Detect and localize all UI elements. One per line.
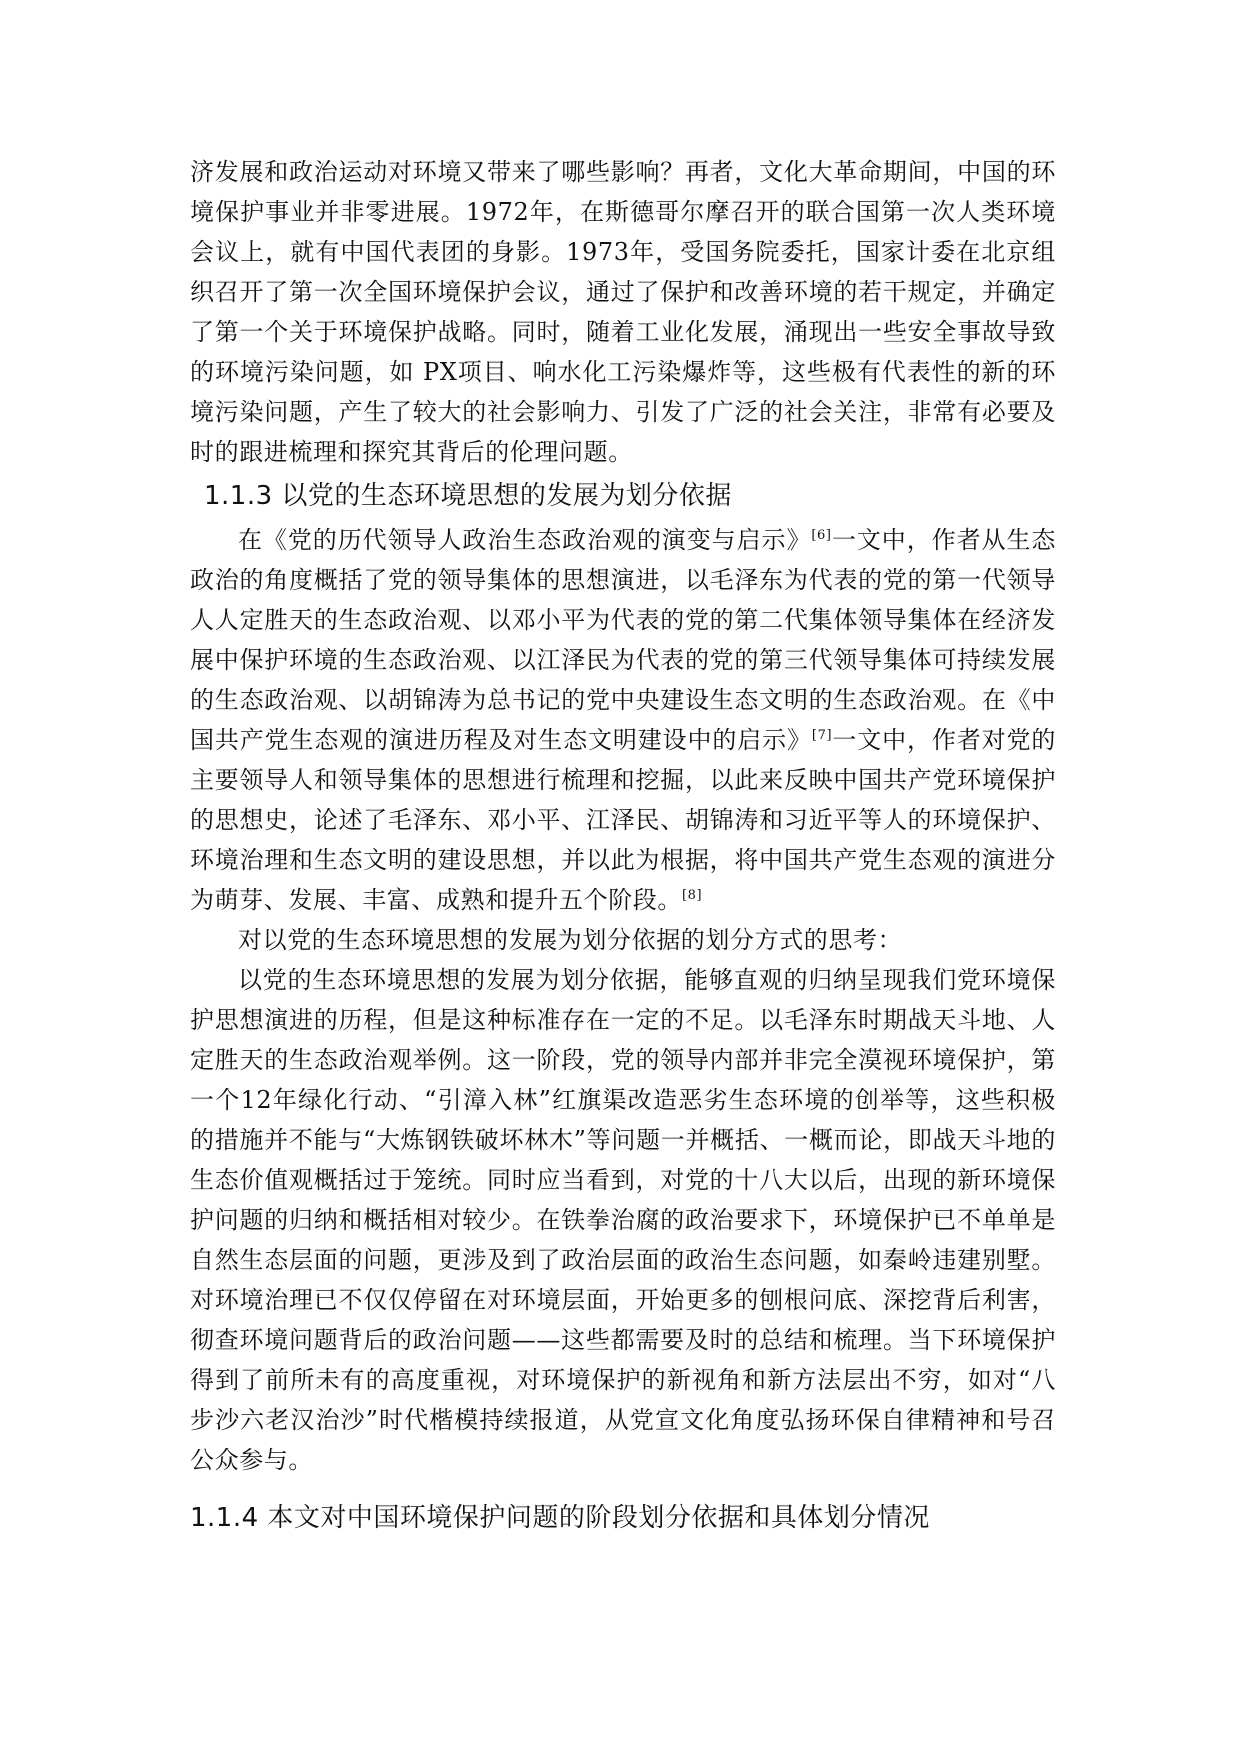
paragraph-reflection-body: 以党的生态环境思想的发展为划分依据，能够直观的归纳呈现我们党环境保护思想演进的历程，但是这种标准存在一定的不足。以毛泽东时期战天斗地、人定胜天的生态政治观举例。这一阶段，党的领导内部并非完全漠视环境保护，第一个12年绿化行动、“引漳入林”红旗渠改造恶劣生态环境的创举等，这些积极的措施并不能与“大炼钢铁破坏林木”等问题一并概括、一概而论，即战天斗地的生态价值观概括过于笼统。同时应当看到，对党的十八大以后，出现的新环境保护问题的归纳和概括相对较少。在铁拳治腐的政治要求下，环境保护已不单单是自然生态层面的问题，更涉及到了政治层面的政治生态问题，如秦岭违建别墅。对环境治理已不仅仅停留在对环境层面，开始更多的刨根问底、深挖背后利害，彻查环境问题背后的政治问题——这些都需要及时的总结和梳理。当下环境保护得到了前所未有的高度重视，对环境保护的新视角和新方法层出不穷，如对“八步沙六老汉治沙”时代楷模持续报道，从党宣文化角度弘扬环保自律精神和号召公众参与。 [190,966,1056,1474]
paragraph-continuation: 济发展和政治运动对环境又带来了哪些影响？再者，文化大革命期间，中国的环境保护事业并非零进展。1972年，在斯德哥尔摩召开的联合国第一次人类环境会议上，就有中国代表团的身影。1973年，受国务院委托，国家计委在北京组织召开了第一次全国环境保护会议，通过了保护和改善环境的若干规定，并确定了第一个关于环境保护战略。同时，随着工业化发展，涌现出一些安全事故导致的环境污染问题，如 PX项目、响水化工污染爆炸等，这些极有代表性的新的环境污染问题，产生了较大的社会影响力、引发了广泛的社会关注，非常有必要及时的跟进梳理和探究其背后的伦理问题。 [190,158,1056,466]
citation-ref-8: [8] [682,888,703,903]
paragraph-text-part: 一文中，作者从生态政治的角度概括了党的领导集体的思想演进，以毛泽东为代表的党的第一代领导人人定胜天的生态政治观、以邓小平为代表的党的第二代集体领导集体在经济发展中保护环境的生态政治观、以江泽民为代表的党的第三代领导集体可持续发展的生态政治观、以胡锦涛为总书记的党中央建设生态文明的生态政治观。在《中国共产党生态观的演进历程及对生态文明建设中的启示》 [190,526,1056,754]
paragraph-text-part: 一文中，作者对党的主要领导人和领导集体的思想进行梳理和挖掘，以此来反映中国共产党环境保护的思想史，论述了毛泽东、邓小平、江泽民、胡锦涛和习近平等人的环境保护、环境治理和生态文明的建设思想，并以此为根据，将中国共产党生态观的演进分为萌芽、发展、丰富、成熟和提升五个阶段。 [190,726,1057,914]
citation-ref-6: [6] [811,528,832,543]
paragraph-text-part: 在《党的历代领导人政治生态政治观的演变与启示》 [238,526,812,554]
page-content [190,152,1056,1536]
section-heading-1-1-4: 1.1.4 本文对中国环境保护问题的阶段划分依据和具体划分情况 [190,1503,930,1533]
section-heading-1-1-3: 1.1.3 以党的生态环境思想的发展为划分依据 [204,481,732,511]
citation-ref-7: [7] [811,728,833,743]
paragraph-reflection-intro: 对以党的生态环境思想的发展为划分依据的划分方式的思考： [238,926,903,954]
paragraph-literature-review [190,520,1056,920]
